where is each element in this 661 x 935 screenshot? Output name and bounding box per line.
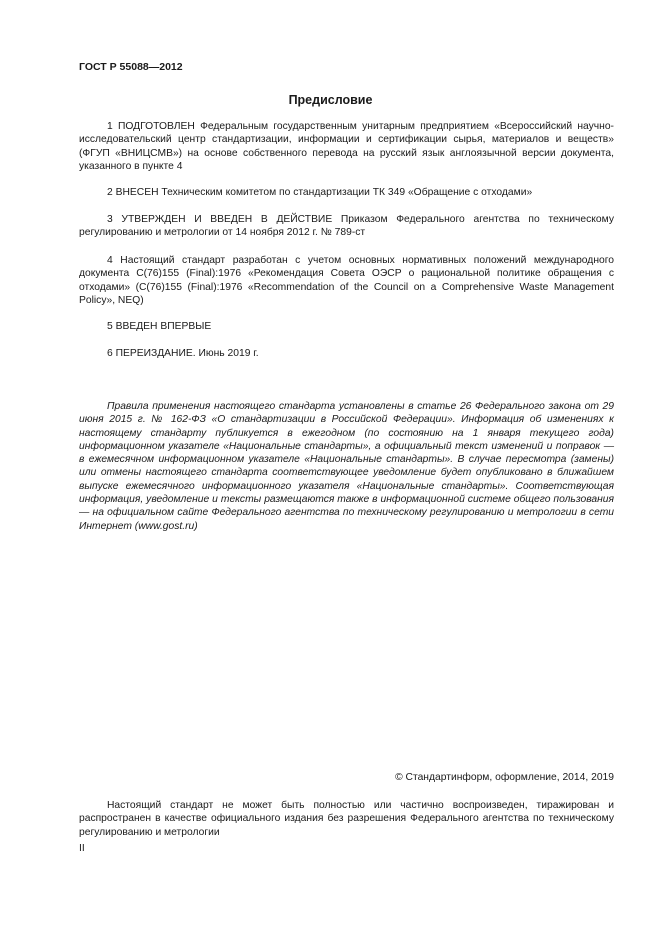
foreword-item-3: 3 УТВЕРЖДЕН И ВВЕДЕН В ДЕЙСТВИЕ Приказом Федерального агентства по техническому регулированию и метрологии от 14 ноября 2012 г. № 789-ст [79,214,614,239]
foreword-title: Предисловие [288,93,373,107]
foreword-item-1: 1 ПОДГОТОВЛЕН Федеральным государственным унитарным предприятием «Всероссийский научно-исследовательский центр стандартизации, информации и сертификации сырья, материалов и веществ» (ФГУП «ВНИЦСМВ») на основе собственного перевода на русский язык англоязычной версии документа, указанного в пункте 4 [79,121,614,172]
document-code: ГОСТ Р 55088—2012 [79,61,183,73]
standard-rules-text: Правила применения настоящего стандарта установлены в статье 26 Федерального закона от 29 июня 2015 г. № 162-ФЗ «О стандартизации в Российской Федерации». Информация об изменениях к настоящему стандарту публикуется в ежегодном (по состоянию на 1 января текущего года) информационном указателе «Национальные стандарты», а официальный текст изменений и поправок — в ежемесячном информационном указателе «Национальные стандарты». В случае пересмотра (замены) или отмены настоящего стандарта соответствующее уведомление будет опубликовано в ближайшем выпуске ежемесячного информационного указателя «Национальные стандарты». Соответствующая информация, уведомление и тексты размещаются также в информационной системе общего пользования — на официальном сайте Федерального агентства по техническому регулированию и метрологии в сети Интернет (www.gost.ru) [79,401,614,532]
copyright-line: © Стандартинформ, оформление, 2014, 2019 [395,772,614,783]
foreword-item-5: 5 ВВЕДЕН ВПЕРВЫЕ [107,321,212,332]
reproduction-notice: Настоящий стандарт не может быть полностью или частично воспроизведен, тиражирован и распространен в качестве официального издания без разрешения Федерального агентства по техническому регулированию и метрологии [79,800,614,838]
foreword-item-4: 4 Настоящий стандарт разработан с учетом основных нормативных положений международного документа C(76)155 (Final):1976 «Рекомендация Совета ОЭСР о рациональной политике обращения с отходами» (C(76)155 (Final):1976 «Recommendation of the Council on a Comprehensive Waste Management Policy», NEQ) [79,255,614,306]
foreword-item-2: 2 ВНЕСЕН Техническим комитетом по стандартизации ТК 349 «Обращение с отходами» [107,187,533,198]
page-number: II [79,843,85,854]
foreword-item-6: 6 ПЕРЕИЗДАНИЕ. Июнь 2019 г. [107,348,259,359]
